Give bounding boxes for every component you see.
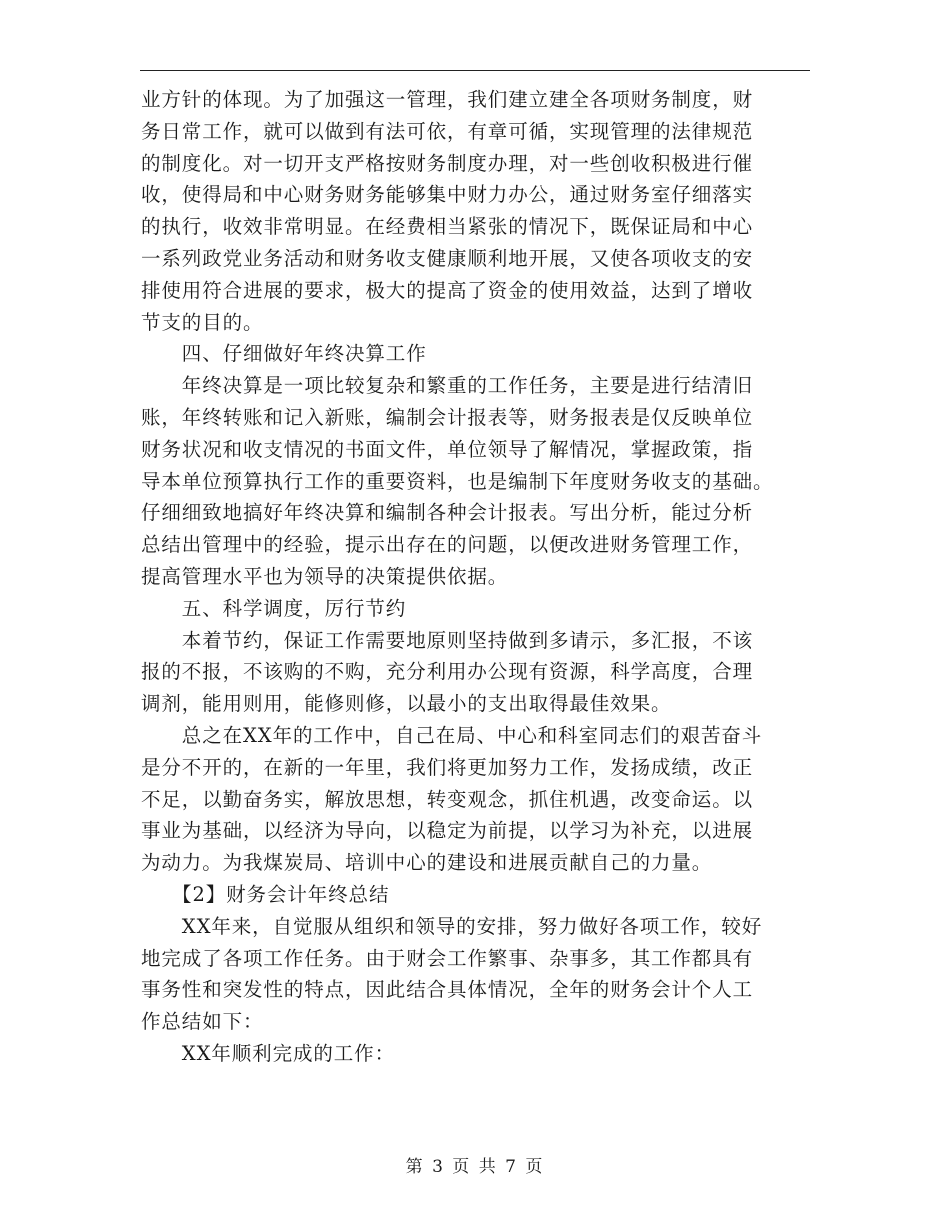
text-line: 总之在XX年的工作中，自己在局、中心和科室同志们的艰苦奋斗 (141, 723, 763, 747)
text-line: 仔细细致地搞好年终决算和编制各种会计报表。写出分析，能过分析 (141, 501, 754, 525)
text-line: 调剂，能用则用，能修则修，以最小的支出取得最佳效果。 (141, 692, 672, 716)
text-line: 事业为基础，以经济为导向，以稳定为前提，以学习为补充，以进展 (141, 819, 754, 843)
page-footer: 第 3 页 共 7 页 (405, 1157, 545, 1177)
text-line: 四、仔细做好年终决算工作 (141, 342, 427, 366)
text-line: 账，年终转账和记入新账，编制会计报表等，财务报表是仅反映单位 (141, 405, 754, 429)
text-line: 一系列政党业务活动和财务收支健康顺利地开展，又使各项收支的安 (141, 246, 754, 270)
text-line: 报的不报，不该购的不购，充分利用办公现有资源，科学高度，合理 (141, 660, 754, 684)
text-line: 事务性和突发性的特点，因此结合具体情况，全年的财务会计个人工 (141, 978, 754, 1002)
text-line: 总结出管理中的经验，提示出存在的问题，以便改进财务管理工作， (141, 533, 754, 557)
text-line: 为动力。为我煤炭局、培训中心的建设和进展贡献自己的力量。 (141, 851, 713, 875)
text-line: XX年来，自觉服从组织和领导的安排，努力做好各项工作，较好 (141, 914, 763, 938)
text-line: 排使用符合进展的要求，极大的提高了资金的使用效益，达到了增收 (141, 278, 754, 302)
text-line: 的制度化。对一切开支严格按财务制度办理，对一些创收积极进行催 (141, 151, 754, 175)
text-line: 的执行，收效非常明显。在经费相当紧张的情况下，既保证局和中心 (141, 215, 754, 239)
text-line: 地完成了各项工作任务。由于财会工作繁事、杂事多，其工作都具有 (141, 946, 754, 970)
text-line: 不足，以勤奋务实，解放思想，转变观念，抓住机遇，改变命运。以 (141, 787, 754, 811)
text-line: 业方针的体现。为了加强这一管理，我们建立建全各项财务制度，财 (141, 88, 754, 111)
text-line: 财务状况和收支情况的书面文件，单位领导了解情况，掌握政策，指 (141, 437, 754, 461)
body-text (141, 84, 809, 1070)
text-line: 【2】财务会计年终总结 (141, 882, 390, 906)
text-line: XX年顺利完成的工作： (141, 1041, 395, 1065)
header-rule (140, 70, 810, 71)
text-line: 提高管理水平也为领导的决策提供依据。 (141, 564, 509, 588)
text-line: 节支的目的。 (141, 310, 264, 334)
text-line: 导本单位预算执行工作的重要资料，也是编制下年度财务收支的基础。 (141, 469, 774, 493)
text-line: 年终决算是一项比较复杂和繁重的工作任务，主要是进行结清旧 (141, 374, 754, 398)
text-line: 是分不开的，在新的一年里，我们将更加努力工作，发扬成绩，改正 (141, 755, 754, 779)
text-line: 收，使得局和中心财务财务能够集中财力办公，通过财务室仔细落实 (141, 183, 754, 207)
text-line: 作总结如下： (141, 1010, 264, 1034)
text-line: 五、科学调度，厉行节约 (141, 596, 407, 620)
text-line: 务日常工作，就可以做到有法可依，有章可循，实现管理的法律规范 (141, 119, 754, 143)
text-line: 本着节约，保证工作需要地原则坚持做到多请示，多汇报，不该 (141, 628, 754, 652)
